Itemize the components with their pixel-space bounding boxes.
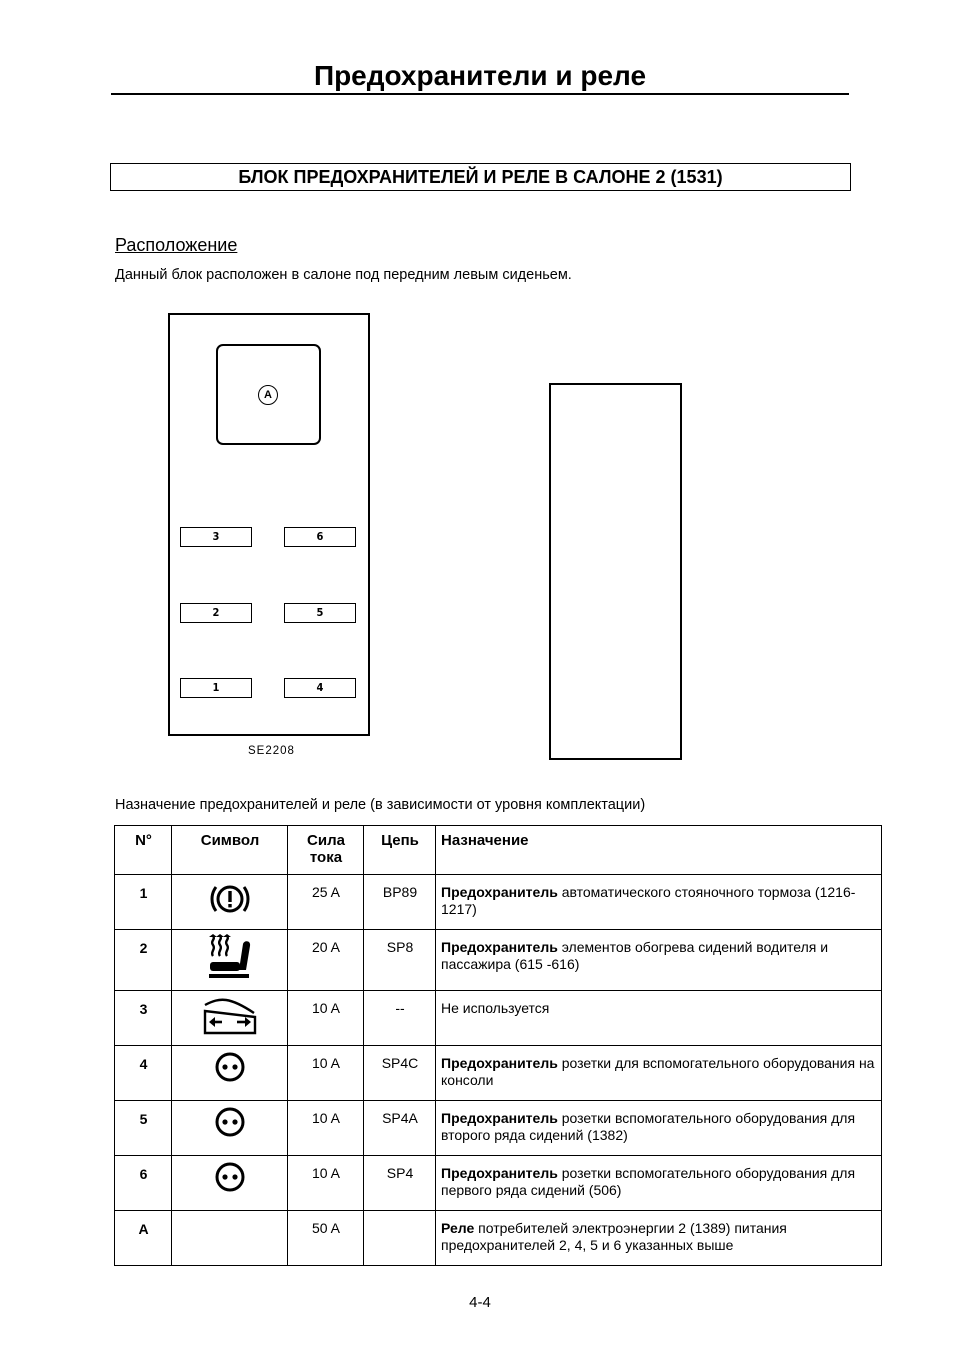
purpose-keyword: Предохранитель	[441, 939, 558, 955]
location-heading: Расположение	[115, 235, 238, 255]
power-socket-icon	[213, 1160, 247, 1194]
power-socket-icon	[213, 1105, 247, 1139]
row-num: 4	[115, 1046, 172, 1101]
row-purpose	[436, 991, 882, 1046]
header-current: Сила тока	[288, 826, 364, 875]
fuse-slot-6: 6	[284, 527, 356, 547]
symbol-cell	[172, 1101, 288, 1156]
row-current: 10 A	[288, 1101, 364, 1156]
purpose-text: розетки для вспомогательного оборудования на консоли	[441, 1055, 875, 1088]
purpose-keyword: Предохранитель	[441, 1055, 558, 1071]
symbol-cell	[172, 1046, 288, 1101]
purpose-text: автоматического стояночного тормоза (1216-1217)	[441, 884, 856, 917]
table-row	[115, 930, 882, 991]
row-current: 50 A	[288, 1211, 364, 1266]
purpose-text: розетки вспомогательного оборудования для первого ряда сидений (506)	[441, 1165, 856, 1198]
purpose-text: потребителей электроэнергии 2 (1389) питания предохранителей 2, 4, 5 и 6 указанных выше	[441, 1220, 787, 1253]
row-circuit: --	[364, 991, 436, 1046]
table-header-row	[115, 826, 882, 875]
purpose-text: элементов обогрева сидений водителя и пассажира (615 -616)	[441, 939, 829, 972]
row-circuit: BP89	[364, 875, 436, 930]
row-num: 6	[115, 1156, 172, 1211]
seat-heating-icon	[205, 934, 255, 982]
row-purpose	[436, 1211, 882, 1266]
section-title: БЛОК ПРЕДОХРАНИТЕЛЕЙ И РЕЛЕ В САЛОНЕ 2 (1531)	[110, 163, 851, 191]
row-num: 2	[115, 930, 172, 991]
symbol-cell	[172, 930, 288, 991]
location-text: Данный блок расположен в салоне под передним левым сиденьем.	[115, 267, 572, 283]
relay-a-label: A	[258, 385, 278, 405]
fuse-slot-3: 3	[180, 527, 252, 547]
row-current: 10 A	[288, 1156, 364, 1211]
row-purpose	[436, 1101, 882, 1156]
row-num: 3	[115, 991, 172, 1046]
row-num: 5	[115, 1101, 172, 1156]
row-current: 10 A	[288, 1046, 364, 1101]
symbol-cell	[172, 1211, 288, 1266]
symbol-cell	[172, 1156, 288, 1211]
fuse-slot-2: 2	[180, 603, 252, 623]
row-circuit: SP4	[364, 1156, 436, 1211]
header-num: N°	[115, 826, 172, 875]
seat-adjust-icon	[200, 995, 260, 1035]
page-title: Предохранители и реле	[313, 60, 647, 91]
fuse-table	[114, 825, 882, 1266]
row-current: 25 A	[288, 875, 364, 930]
table-caption: Назначение предохранителей и реле (в зависимости от уровня комплектации)	[115, 797, 646, 813]
row-purpose	[436, 1046, 882, 1101]
side-view-panel	[549, 383, 682, 760]
fuse-slot-4: 4	[284, 678, 356, 698]
row-circuit: SP8	[364, 930, 436, 991]
purpose-keyword: Предохранитель	[441, 1165, 558, 1181]
title-divider	[111, 93, 849, 95]
purpose-text: розетки вспомогательного оборудования для второго ряда сидений (1382)	[441, 1110, 856, 1143]
row-circuit	[364, 1211, 436, 1266]
row-current: 20 A	[288, 930, 364, 991]
row-purpose	[436, 1156, 882, 1211]
fuse-slot-5: 5	[284, 603, 356, 623]
header-symbol: Символ	[172, 826, 288, 875]
fuse-slot-1: 1	[180, 678, 252, 698]
row-current: 10 A	[288, 991, 364, 1046]
table-row	[115, 991, 882, 1046]
table-row	[115, 1156, 882, 1211]
row-circuit: SP4C	[364, 1046, 436, 1101]
header-circuit: Цепь	[364, 826, 436, 875]
table-row	[115, 1046, 882, 1101]
row-num: 1	[115, 875, 172, 930]
row-purpose	[436, 930, 882, 991]
symbol-cell	[172, 991, 288, 1046]
row-num: A	[115, 1211, 172, 1266]
purpose-keyword: Реле	[441, 1220, 475, 1236]
row-purpose	[436, 875, 882, 930]
parking-brake-icon	[208, 879, 252, 919]
purpose-keyword: Предохранитель	[441, 1110, 558, 1126]
table-row	[115, 875, 882, 930]
diagram-code: SE2208	[248, 745, 295, 757]
symbol-cell	[172, 875, 288, 930]
page-number: 4-4	[469, 1294, 491, 1311]
table-row	[115, 1211, 882, 1266]
header-purpose: Назначение	[436, 826, 882, 875]
row-circuit: SP4A	[364, 1101, 436, 1156]
purpose-keyword: Предохранитель	[441, 884, 558, 900]
purpose-text: Не используется	[441, 1000, 550, 1016]
table-row	[115, 1101, 882, 1156]
power-socket-icon	[213, 1050, 247, 1084]
